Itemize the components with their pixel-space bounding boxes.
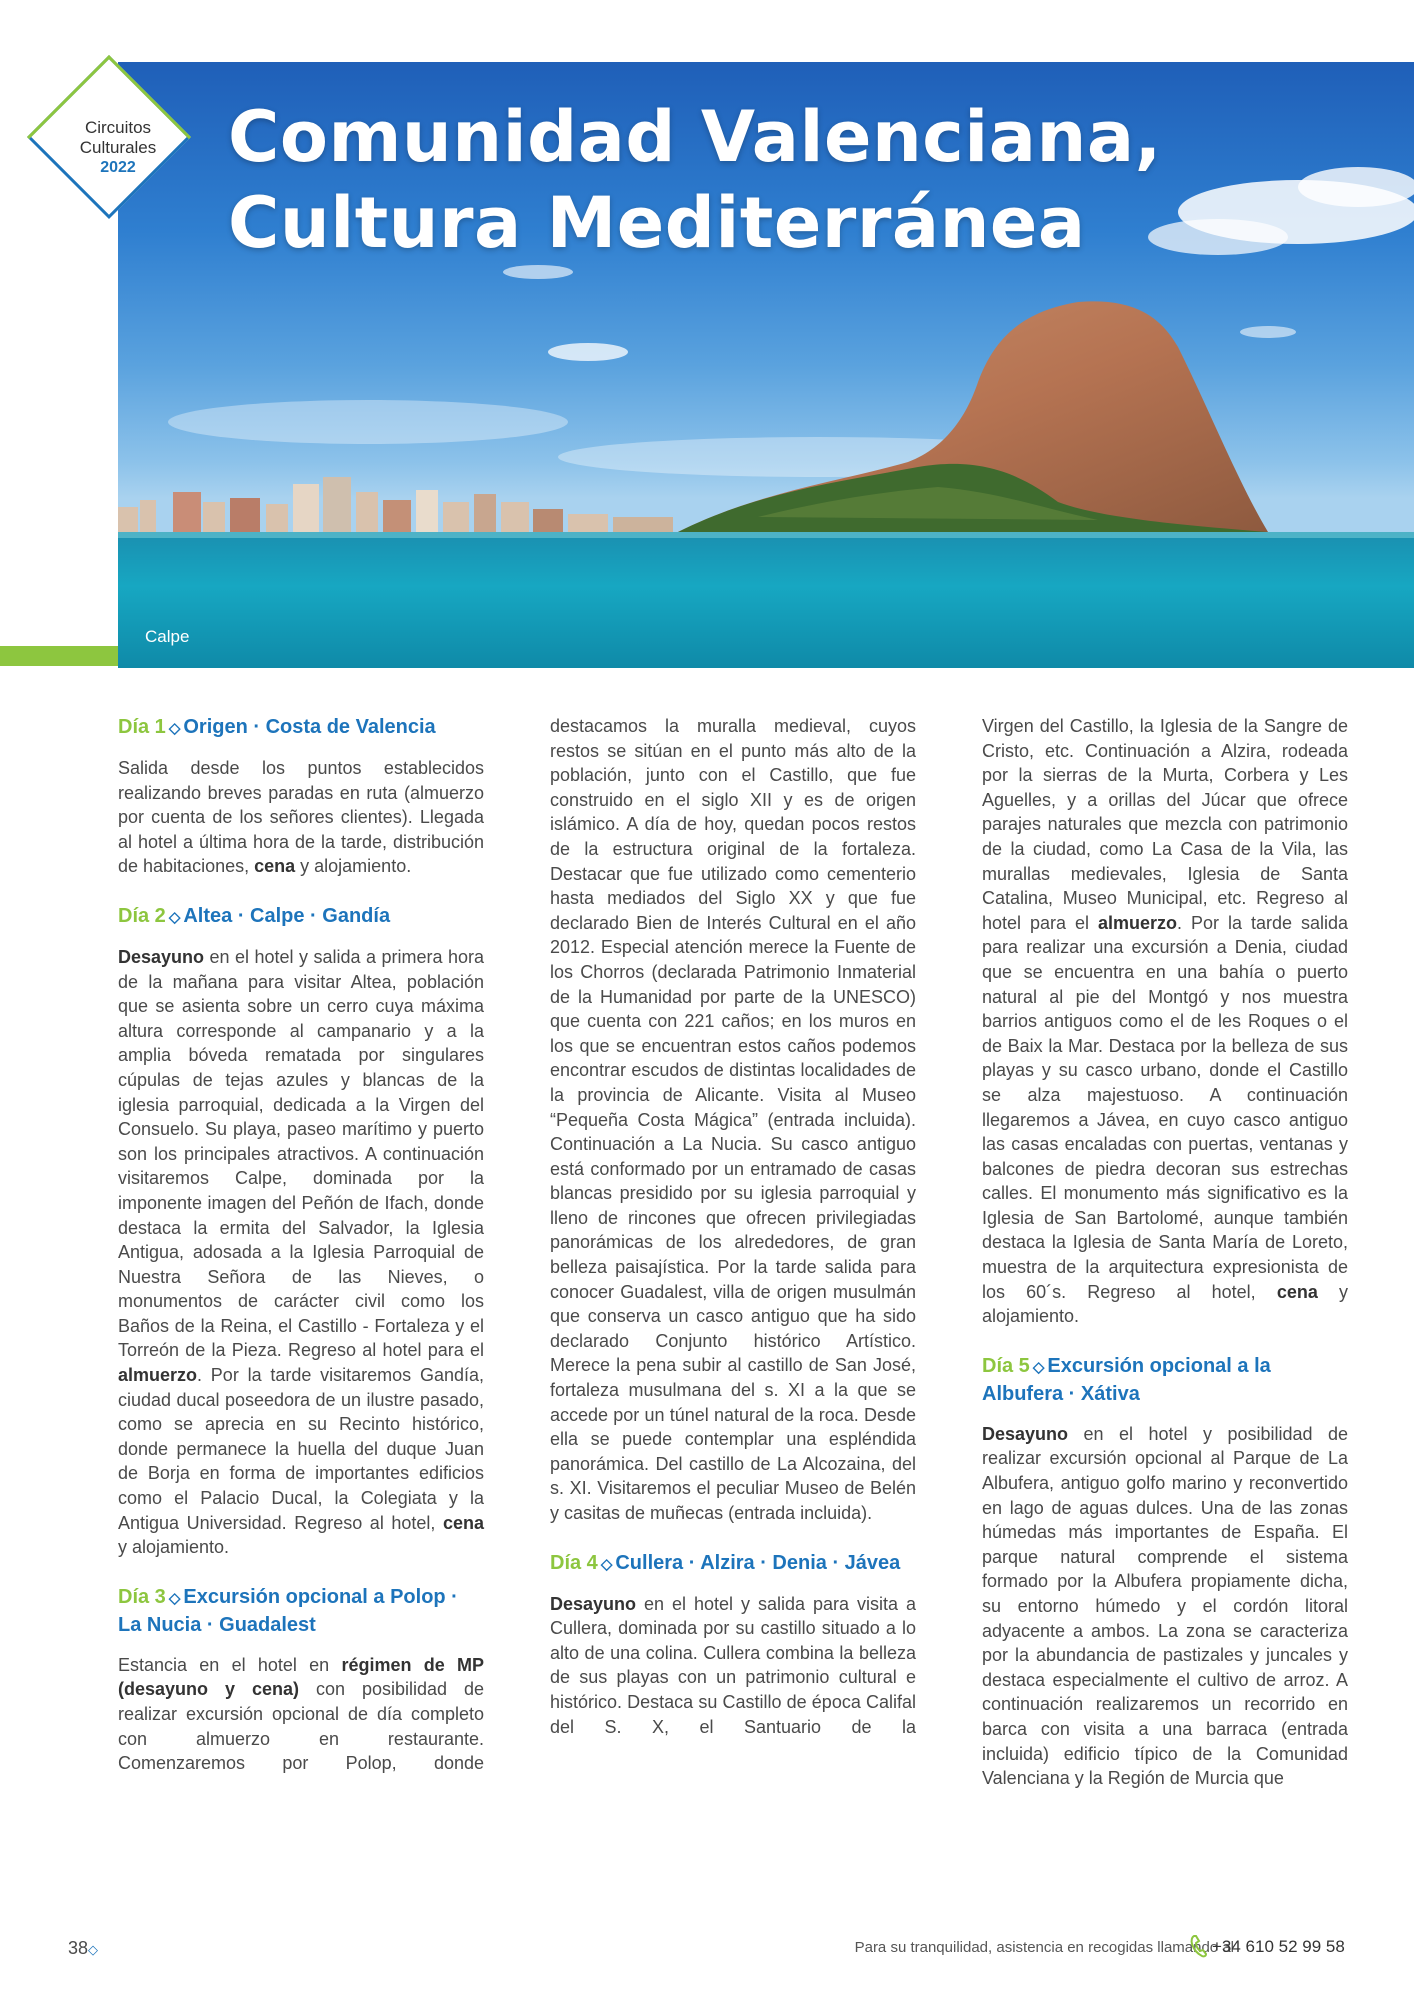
page-title [228, 94, 1162, 266]
diamond-icon: ◇ [168, 720, 181, 737]
day-5-text: Desayuno en el hotel y posibilidad de realizar excursión opcional al Parque de La Albufera, antiguo golfo marino y reconvertido en lago de aguas dulces. Una de las zonas húmedas más importantes de España. El parque natural comprende el sistema formado por la Albufera propiamente dicha, su entorno húmedo y el cordón litoral adyacente a ambos. La zona se caracteriza por la abundancia de pastizales y juncales y destaca especialmente el cultivo de arroz. A continuación realizaremos un recorrido en barca con visita a una barraca (entrada incluida) edificio típico de la Comunidad Valenciana y la Región de Murcia que [982, 1423, 1348, 1789]
day-1-text: Salida desde los puntos establecidos realizando breves paradas en ruta (almuerzo por cuenta de los señores clientes). Llegada al hotel a última hora de la tarde, distribución de habitaciones, cena y alojamiento. [118, 758, 484, 877]
diamond-icon: ◇ [168, 1589, 181, 1607]
day-route: Altea · Calpe · Gandía [183, 904, 391, 927]
day-2-text: Desayuno en el hotel y salida a primera hora de la mañana para visitar Altea, población que se asienta sobre un cerro cuya máxima altura corresponde al campanario y a la amplia bóveda rematada por singulares cúpulas de tejas azules y blancas de la iglesia parroquial, dedicada a la Virgen del Consuelo. Su playa, paseo marítimo y puerto son los principales atractivos. A continuación visitaremos Calpe, dominada por la imponente imagen del Peñón de Ifach, donde destaca la ermita del Salvador, la Iglesia Antigua, adosada a la Iglesia Parroquial de Nuestra Señora de las Nieves, o monumentos de carácter civil como los Baños de la Reina, el Castillo - Fortaleza y el Torreón de la Pieza. Regreso al hotel para el almuerzo. Por la tarde visitaremos Gandía, ciudad ducal poseedora de un ilustre pasado, como se aprecia en su Recinto histórico, donde permanece la huella del duque Juan de Borja en forma de importantes edificios como el Palacio Ducal, la Colegiata y la Antigua Universidad. Regreso al hotel, cena y alojamiento. [118, 946, 484, 1558]
phone-number[interactable]: +34 610 52 99 58 [1212, 1937, 1345, 1956]
photo-caption: Calpe [145, 627, 190, 646]
diamond-icon: ◇ [88, 1942, 99, 1957]
day-4-title [550, 1550, 916, 1578]
diamond-icon: ◇ [1032, 1358, 1045, 1376]
hero-image [118, 62, 1414, 668]
phone-icon [1190, 1934, 1208, 1958]
day-label: Día 5 [982, 1354, 1030, 1377]
page-number [68, 1938, 98, 1959]
column-2 [550, 714, 916, 1739]
day-route: Excursión opcional a Polop · La Nucia · Guadalest [118, 1585, 458, 1636]
day-label: Día 1 [118, 716, 166, 738]
day-2-title [118, 903, 484, 931]
day-route: Cullera · Alzira · Denia · Jávea [615, 1551, 901, 1574]
title-line-1: Comunidad Valenciana, [228, 96, 1162, 178]
page-number-value: 38 [68, 1938, 89, 1958]
day-label: Día 2 [118, 904, 166, 927]
day-3-text-part-2: destacamos la muralla medieval, cuyos restos se sitúan en el punto más alto de la población, junto con el Castillo, que fue construido en el siglo XII y es de origen islámico. A día de hoy, quedan pocos restos de la estructura original de la fortaleza. Destacar que fue utilizado como cementerio hasta mediados del Siglo XX y que fue declarado Bien de Interés Cultural en el año 2012. Especial atención merece la Fuente de los Chorros (declarada Patrimonio Inmaterial de la Humanidad por parte de la UNESCO) que cuenta con 221 caños; en los muros en los que se encuentran estos caños podemos encontrar escudos de distintas localidades de la provincia de Alicante. Visita al Museo “Pequeña Costa Mágica” (entrada incluida). Continuación a La Nucia. Su casco antiguo está conformado por un entramado de casas blancas presidido por su iglesia parroquial y lleno de rincones que ofrecen privilegiadas panorámicas de los alrededores, de gran belleza paisajística. Por la tarde salida para conocer Guadalest, villa de origen musulmán que conserva un casco antiguo que ha sido declarado Conjunto histórico Artístico. Merece la pena subir al castillo de San José, fortaleza musulmana del s. XI a la que se accede por un túnel natural de la roca. Desde ella se puede contemplar una espléndida panorámica. Del castillo de La Alcozaina, del s. XI. Visitaremos el peculiar Museo de Belén y casitas de muñecas (entrada incluida). [550, 716, 916, 1523]
day-1-title [118, 714, 484, 742]
day-4-text-part-1: Desayuno en el hotel y salida para visita a Cullera, dominada por su castillo situado a lo alto de una colina. Cullera combina la belleza de sus playas con un patrimonio cultural e histórico. Destaca su Castillo de época Califal del S. X, el Santuario de la [550, 1593, 916, 1737]
day-label: Día 3 [118, 1585, 166, 1608]
day-label: Día 4 [550, 1551, 598, 1574]
diamond-icon: ◇ [168, 908, 181, 926]
day-3-title [118, 1584, 484, 1639]
title-line-2: Cultura Mediterránea [228, 182, 1086, 264]
accent-bar [0, 646, 118, 666]
day-route: Origen · Costa de Valencia [183, 716, 436, 738]
circuitos-badge [59, 118, 177, 178]
day-4-text-part-2: Virgen del Castillo, la Iglesia de la Sangre de Cristo, etc. Continuación a Alzira, rodeada por la sierras de la Murta, Corbera y Les Aguelles, y a orillas del Júcar que ofrece parajes naturales que mezcla con patrimonio de la ciudad, como La Casa de la Vila, las murallas medievales, Iglesia de Santa Catalina, Museo Municipal, etc. Regreso al hotel para el almuerzo. Por la tarde salida para realizar una excursión a Denia, ciudad que se encuentra en una bahía o puerto natural al pie del Montgó y nos muestra barrios antiguos como el de les Roques o el de Baix la Mar. Destaca por la belleza de sus playas y su casco urbano, donde el Castillo se alza majestuoso. A continuación llegaremos a Jávea, en cuyo casco antiguo las casas encaladas con puertas, ventanas y balcones de piedra decoran sus estrechas calles. El monumento más significativo es la Iglesia de San Bartolomé, aunque también destaca la Iglesia de Santa María de Loreto, muestra de la arquitectura expresionista de los 60´s. Regreso al hotel, cena y alojamiento. [982, 716, 1348, 1327]
day-3-text-part-1: Estancia en el hotel en régimen de MP (desayuno y cena) con posibilidad de realizar excursión opcional de día completo con almuerzo en restaurante. Comenzaremos por Polop, donde [118, 1654, 484, 1774]
badge-year: 2022 [100, 159, 136, 176]
footer-note-text: Para su tranquilidad, asistencia en recogidas llamando al [854, 1939, 1234, 1956]
footer-note [855, 1939, 1234, 1956]
badge-line-2: Culturales [79, 138, 157, 157]
day-route: Excursión opcional a la Albufera · Xátiva [982, 1354, 1271, 1405]
column-1 [118, 714, 484, 1776]
column-3 [982, 714, 1348, 1791]
diamond-icon: ◇ [600, 1555, 613, 1573]
badge-line-1: Circuitos [84, 118, 152, 137]
day-5-title [982, 1353, 1348, 1408]
